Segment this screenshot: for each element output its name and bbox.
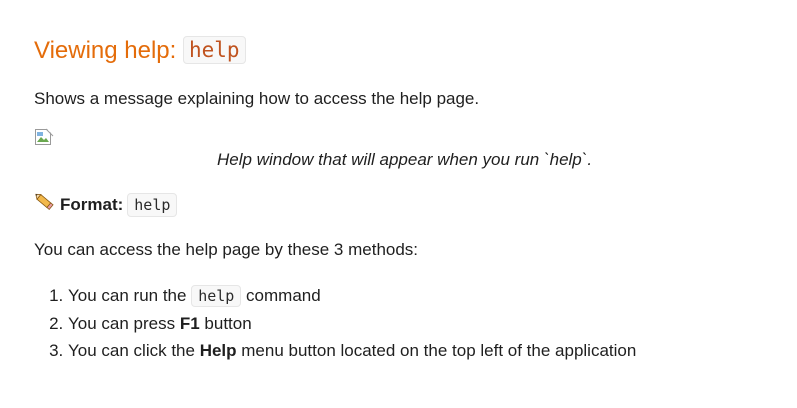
format-line [34, 192, 177, 218]
section-heading [34, 34, 246, 67]
list-item-text: button [199, 314, 252, 333]
list-item-text: You can click the [68, 341, 200, 360]
format-label: Format: [60, 195, 124, 214]
method-code: help [191, 285, 241, 307]
list-item-text: You can press [68, 314, 180, 333]
list-item-text: command [241, 286, 321, 305]
intro-text: Shows a message explaining how to access the help page. [34, 89, 480, 108]
image-caption: Help window that will appear when you run `help`. [217, 150, 593, 169]
methods-list [34, 282, 636, 364]
list-item-text: menu button located on the top left of the application [236, 341, 637, 360]
list-item [68, 310, 636, 337]
pencil-icon [34, 192, 56, 212]
heading-code: help [183, 36, 246, 64]
heading-text: Viewing help: [34, 37, 183, 64]
menu-label: Help [199, 341, 237, 360]
key-label: F1 [179, 314, 200, 333]
methods-intro: You can access the help page by these 3 methods: [34, 240, 419, 259]
list-item [68, 282, 636, 310]
list-item-text: You can run the [68, 286, 192, 305]
list-item [68, 337, 636, 364]
broken-image-icon [34, 128, 54, 148]
format-code: help [127, 193, 177, 217]
